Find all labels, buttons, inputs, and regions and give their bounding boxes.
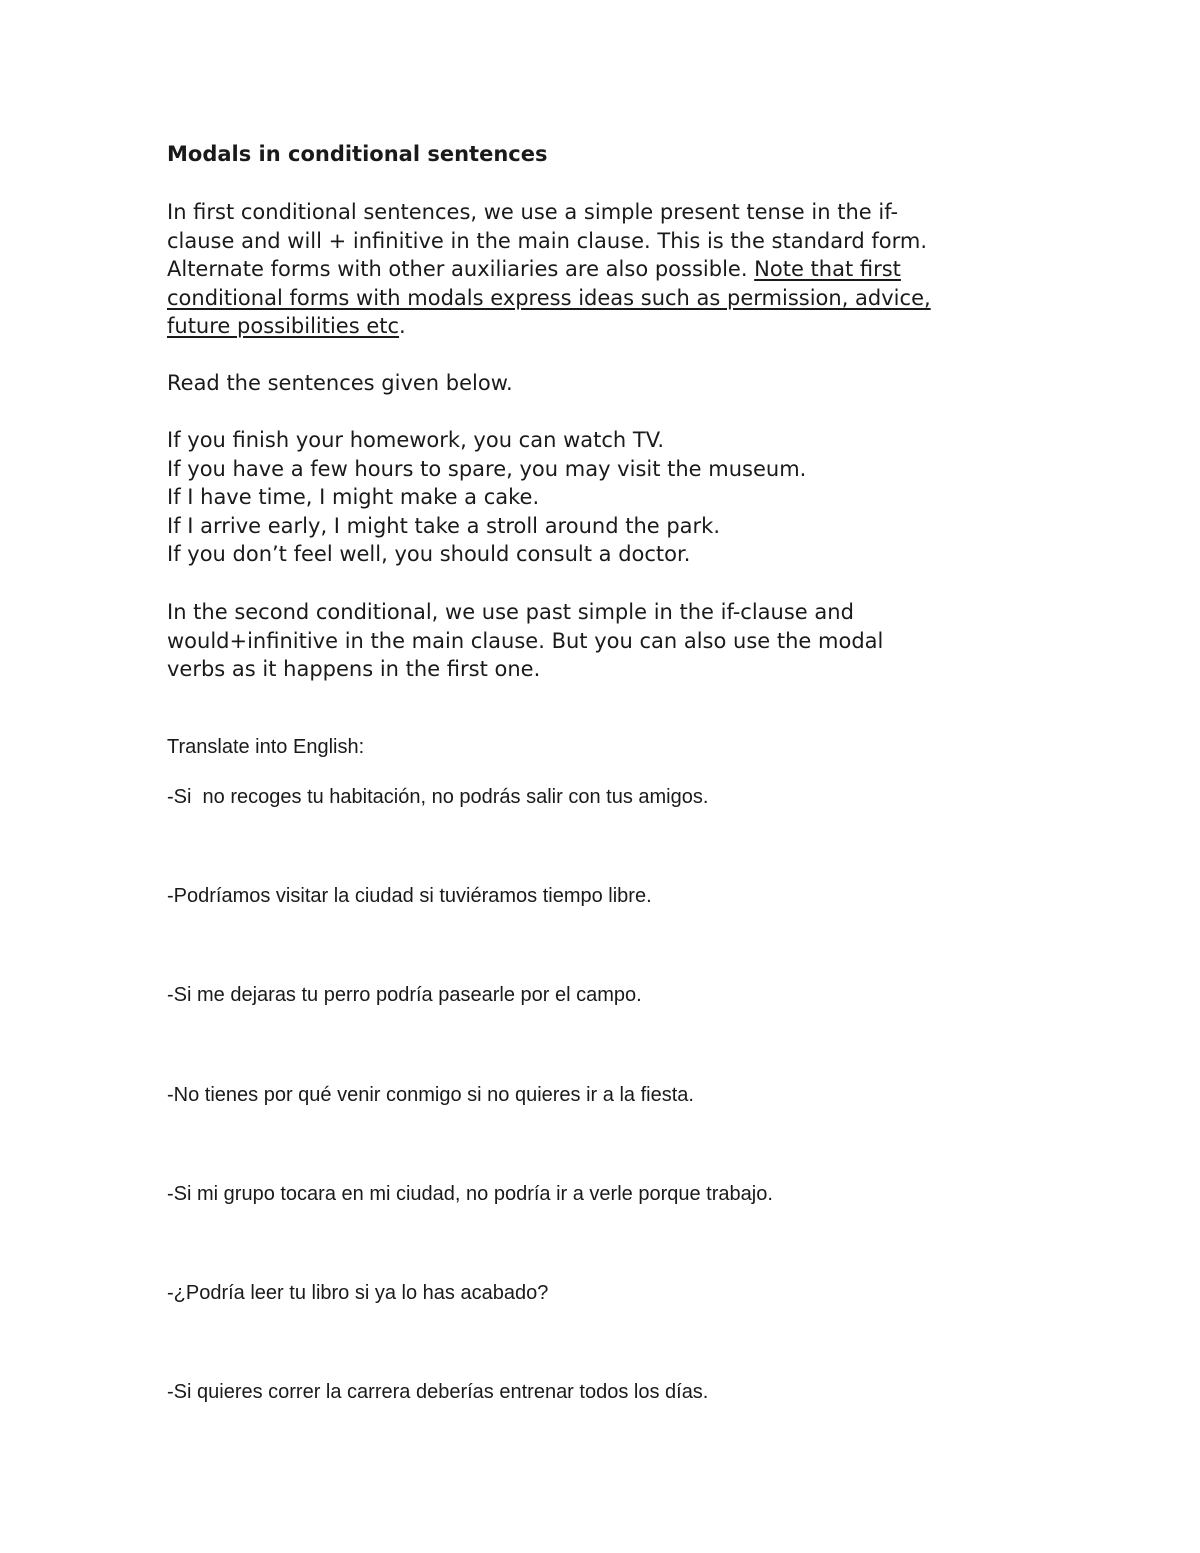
example-sentence: If you don’t feel well, you should consult a doctor. <box>167 542 691 567</box>
intro-line: clause and will + infinitive in the main clause. This is the standard form. <box>167 228 928 253</box>
intro-text: . <box>399 314 406 339</box>
document-title: Modals in conditional sentences <box>167 142 548 166</box>
intro-underlined-note: conditional forms with modals express ideas such as permission, advice, <box>167 285 931 310</box>
example-sentence: If you finish your homework, you can watch TV. <box>167 428 665 452</box>
second-conditional-paragraph <box>167 598 883 684</box>
translation-exercise: -Podríamos visitar la ciudad si tuviéramos tiempo libre. <box>167 885 652 907</box>
translation-exercise: -Si quieres correr la carrera deberías entrenar todos los días. <box>167 1381 709 1403</box>
intro-line <box>167 312 931 341</box>
translation-exercise: -Si me dejaras tu perro podría pasearle por el campo. <box>167 984 642 1006</box>
example-sentences-list <box>167 426 806 569</box>
example-sentence: If you have a few hours to spare, you may visit the museum. <box>167 456 807 481</box>
example-sentence: If I arrive early, I might take a stroll around the park. <box>167 513 721 538</box>
second-conditional-line: would+infinitive in the main clause. But you can also use the modal <box>167 628 884 653</box>
intro-text: Alternate forms with other auxiliaries are also possible. <box>167 257 755 282</box>
intro-underlined-note: future possibilities etc <box>167 314 400 339</box>
intro-line: In first conditional sentences, we use a simple present tense in the if- <box>167 200 899 224</box>
intro-line <box>167 284 931 313</box>
translate-heading: Translate into English: <box>167 736 365 758</box>
translation-exercise: -No tienes por qué venir conmigo si no quieres ir a la fiesta. <box>167 1084 694 1106</box>
second-conditional-line: In the second conditional, we use past simple in the if-clause and <box>167 600 854 624</box>
translation-exercise: -Si no recoges tu habitación, no podrás salir con tus amigos. <box>167 786 709 808</box>
translation-exercise: -¿Podría leer tu libro si ya lo has acabado? <box>167 1282 549 1304</box>
read-instruction: Read the sentences given below. <box>167 371 513 395</box>
translation-exercise: -Si mi grupo tocara en mi ciudad, no podría ir a verle porque trabajo. <box>167 1183 773 1205</box>
intro-underlined-note: Note that first <box>754 257 901 282</box>
intro-line <box>167 255 931 284</box>
example-sentence: If I have time, I might make a cake. <box>167 485 540 510</box>
second-conditional-line: verbs as it happens in the first one. <box>167 657 541 682</box>
intro-paragraph <box>167 198 931 341</box>
